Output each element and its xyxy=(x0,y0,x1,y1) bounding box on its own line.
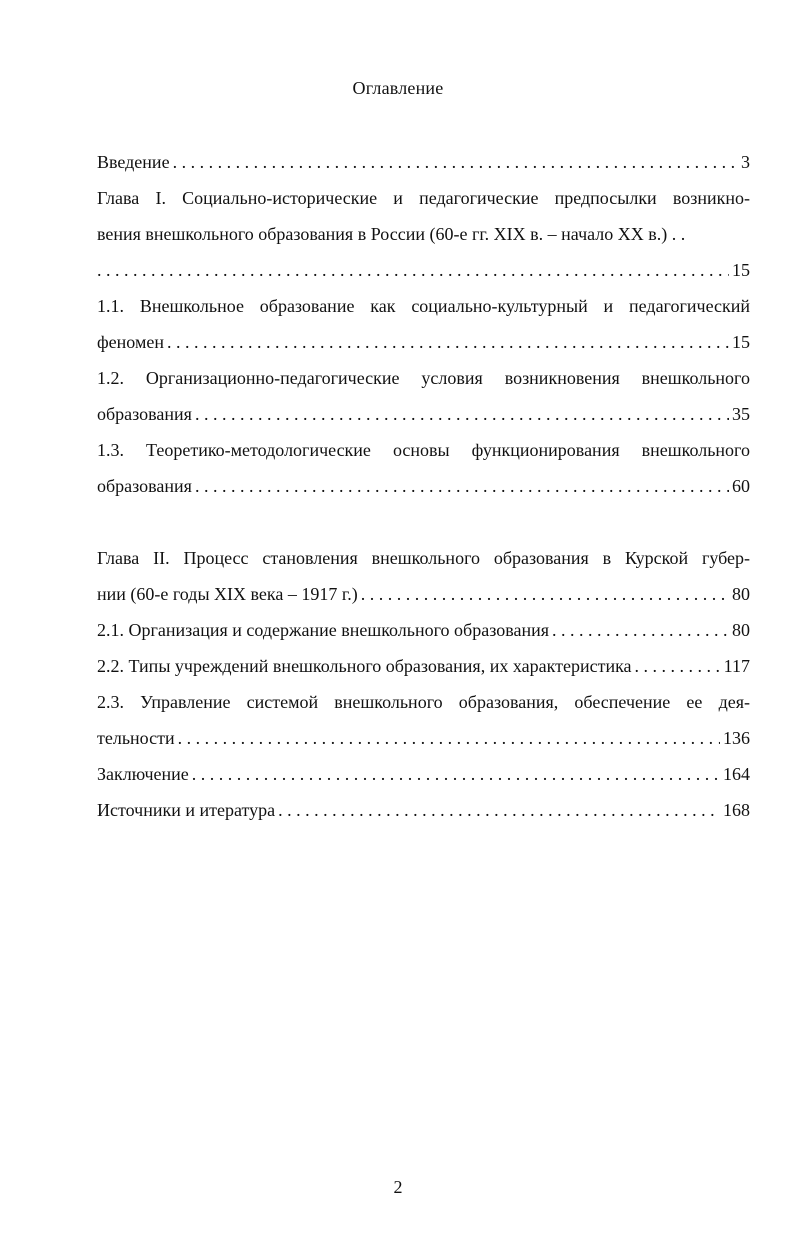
toc-entry-intro[interactable] xyxy=(97,150,750,174)
toc-entry-label: Введение xyxy=(97,152,170,172)
leader-dots xyxy=(552,618,729,642)
leader-dots xyxy=(635,654,721,678)
toc-entry-page: 80 xyxy=(732,584,750,604)
leader-dots xyxy=(192,762,720,786)
leader-dots xyxy=(278,798,720,822)
toc-entry-label: образования xyxy=(97,404,192,424)
toc-entry-page: 15 xyxy=(732,260,750,280)
toc-entry-1-1-line1[interactable]: 1.1. Внешкольное образование как социально-культурный и педагогический xyxy=(97,296,750,316)
toc-heading: Оглавление xyxy=(352,78,444,98)
leader-dots xyxy=(361,582,729,606)
toc-entry-page: 3 xyxy=(741,152,750,172)
toc-entry-label: 2.2. Типы учреждений внешкольного образования, их характеристика xyxy=(97,656,632,676)
toc-entry-chapter1-line2[interactable]: вения внешкольного образования в России (60-е гг. XIX в. – начало XX в.) . . xyxy=(97,224,686,244)
toc-entry-chapter2-line1[interactable]: Глава II. Процесс становления внешкольного образования в Курской губер- xyxy=(97,548,750,568)
toc-entry-2-2[interactable] xyxy=(97,654,750,678)
toc-entry-sources[interactable] xyxy=(97,798,750,822)
toc-entry-label: феномен xyxy=(97,332,164,352)
toc-entry-page: 136 xyxy=(723,728,750,748)
toc-entry-1-2-line1[interactable]: 1.2. Организационно-педагогические условия возникновения внешкольного xyxy=(97,368,750,388)
toc-entry-page: 15 xyxy=(732,332,750,352)
toc-entry-chapter2[interactable] xyxy=(97,582,750,606)
toc-entry-label: 2.1. Организация и содержание внешкольного образования xyxy=(97,620,549,640)
toc-entry-label: нии (60-е годы XIX века – 1917 г.) xyxy=(97,584,358,604)
toc-entry-chapter1-page-line[interactable] xyxy=(97,258,750,282)
toc-entry-label: тельности xyxy=(97,728,175,748)
toc-entry-label: образования xyxy=(97,476,192,496)
toc-entry-conclusion[interactable] xyxy=(97,762,750,786)
toc-entry-label: Источники и итература xyxy=(97,800,276,820)
leader-dots xyxy=(195,474,729,498)
toc-entry-page: 60 xyxy=(732,476,750,496)
leader-dots xyxy=(167,330,729,354)
toc-entry-2-3-line1[interactable]: 2.3. Управление системой внешкольного образования, обеспечение ее дея- xyxy=(97,692,750,712)
toc-entry-page: 164 xyxy=(723,764,750,784)
toc-entry-page: 80 xyxy=(732,620,750,640)
toc-entry-page: 168 xyxy=(723,800,750,820)
leader-dots xyxy=(97,258,729,282)
leader-dots xyxy=(173,150,738,174)
toc-entry-2-1[interactable] xyxy=(97,618,750,642)
leader-dots xyxy=(195,402,729,426)
toc-entry-2-3[interactable] xyxy=(97,726,750,750)
toc-entry-page: 117 xyxy=(723,656,750,676)
toc-entry-1-3-line1[interactable]: 1.3. Теоретико-методологические основы функционирования внешкольного xyxy=(97,440,750,460)
toc-entry-page: 35 xyxy=(732,404,750,424)
page-number: 2 xyxy=(393,1177,403,1197)
toc-entry-1-1[interactable] xyxy=(97,330,750,354)
toc-entry-1-3[interactable] xyxy=(97,474,750,498)
toc-entry-chapter1-line1[interactable]: Глава I. Социально-исторические и педагогические предпосылки возникно- xyxy=(97,188,750,208)
toc-entry-1-2[interactable] xyxy=(97,402,750,426)
toc-entry-label: Заключение xyxy=(97,764,189,784)
leader-dots xyxy=(178,726,720,750)
